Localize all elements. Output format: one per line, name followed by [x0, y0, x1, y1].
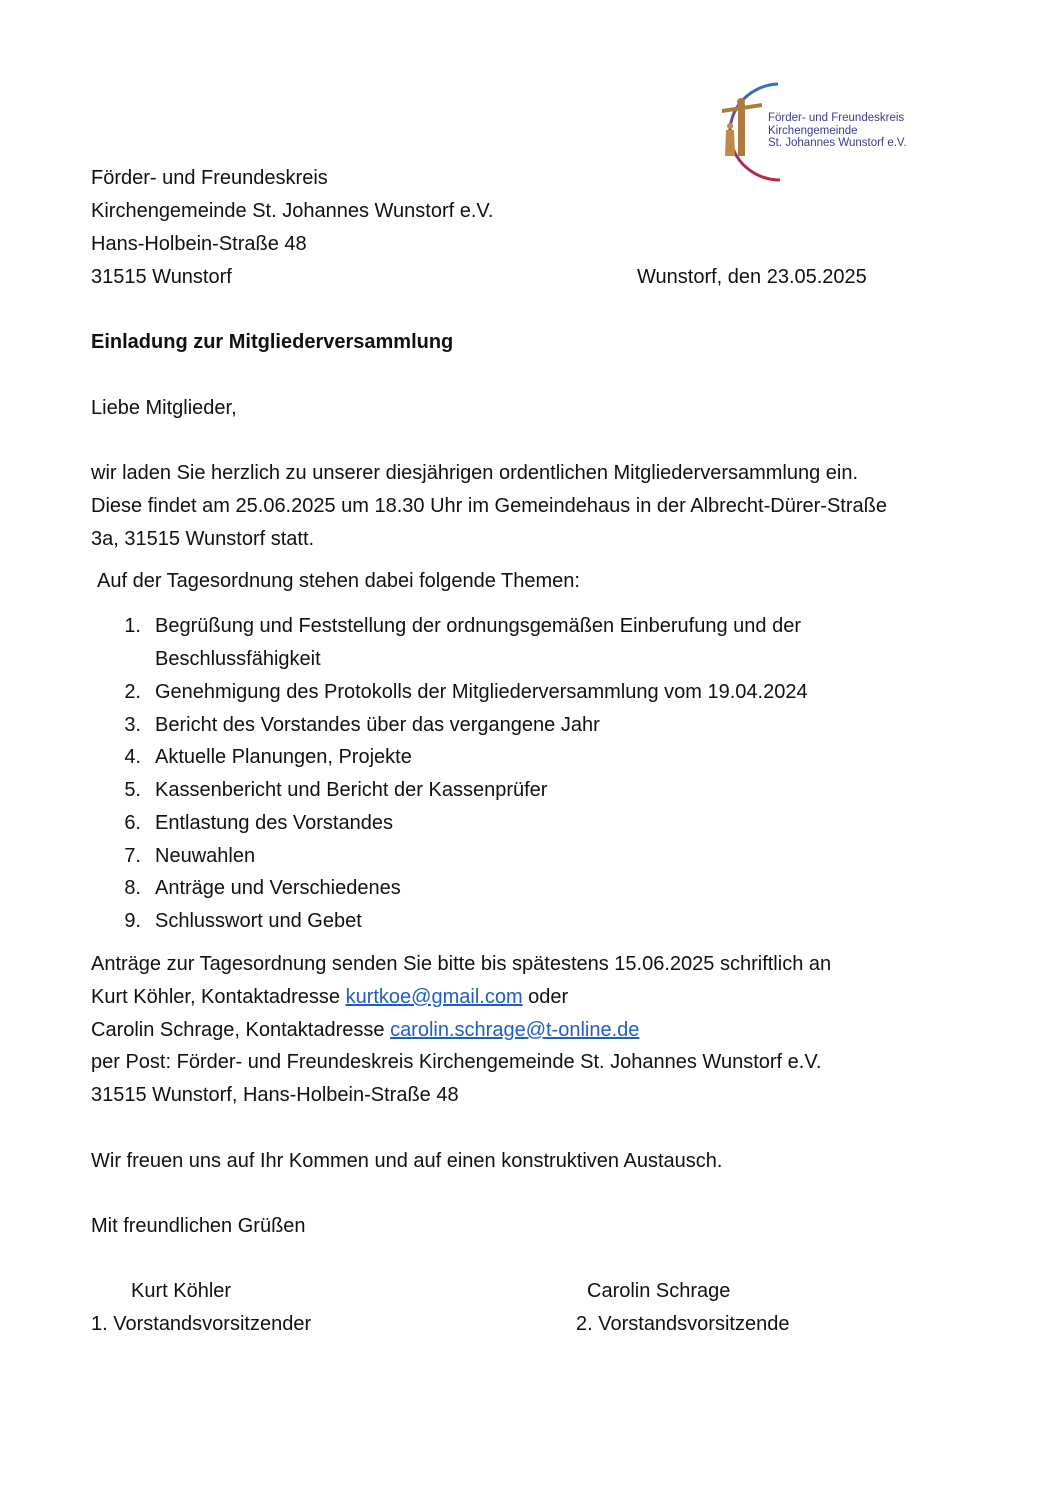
email-link-carolin[interactable]: carolin.schrage@t-online.de	[390, 1019, 640, 1041]
agenda-num: 7.	[124, 845, 141, 867]
sender-line-2: Kirchengemeinde St. Johannes Wunstorf e.V.	[91, 200, 494, 222]
association-logo	[700, 76, 920, 186]
agenda-num: 3.	[124, 714, 141, 736]
email-link-kurt[interactable]: kurtkoe@gmail.com	[345, 986, 523, 1008]
agenda-item-text: Schlusswort und Gebet	[155, 910, 362, 932]
letter-date: Wunstorf, den 23.05.2025	[637, 266, 867, 288]
agenda-item-text: Entlastung des Vorstandes	[155, 812, 393, 834]
intro-line-3: 3a, 31515 Wunstorf statt.	[91, 528, 315, 550]
agenda-item-text: Bericht des Vorstandes über das vergangene Jahr	[155, 714, 600, 736]
requests-line-1: Anträge zur Tagesordnung senden Sie bitte bis spätestens 15.06.2025 schriftlich an	[91, 953, 832, 975]
agenda-item-text: Anträge und Verschiedenes	[155, 877, 401, 899]
agenda-item-text: Begrüßung und Feststellung der ordnungsgemäßen Einberufung und der	[155, 615, 801, 637]
agenda-item-text: Aktuelle Planungen, Projekte	[155, 746, 412, 768]
logo-line-3: St. Johannes Wunstorf e.V.	[768, 137, 907, 149]
agenda-num: 5.	[124, 779, 141, 801]
requests-line-4: per Post: Förder- und Freundeskreis Kirchengemeinde St. Johannes Wunstorf e.V.	[91, 1051, 822, 1073]
agenda-num: 2.	[124, 681, 141, 703]
agenda-item-text: Beschlussfähigkeit	[155, 648, 321, 670]
letter-subject: Einladung zur Mitgliederversammlung	[91, 331, 454, 353]
logo-line-1: Förder- und Freundeskreis	[768, 112, 905, 124]
signature-right-name: Carolin Schrage	[587, 1280, 731, 1302]
agenda-item-text: Kassenbericht und Bericht der Kassenprüfer	[155, 779, 548, 801]
agenda-num: 4.	[124, 746, 141, 768]
logo-text	[768, 112, 907, 150]
requests-line-5: 31515 Wunstorf, Hans-Holbein-Straße 48	[91, 1084, 459, 1106]
agenda-intro: Auf der Tagesordnung stehen dabei folgende Themen:	[97, 570, 580, 592]
greeting: Liebe Mitglieder,	[91, 397, 237, 419]
sender-line-3: Hans-Holbein-Straße 48	[91, 233, 307, 255]
agenda-num: 1.	[124, 615, 141, 637]
signature-right-role: 2. Vorstandsvorsitzende	[576, 1313, 790, 1335]
sender-line-1: Förder- und Freundeskreis	[91, 167, 328, 189]
closing-text: Wir freuen uns auf Ihr Kommen und auf einen konstruktiven Austausch.	[91, 1150, 723, 1172]
agenda-num: 9.	[124, 910, 141, 932]
agenda-item-text: Neuwahlen	[155, 845, 256, 867]
signature-left-name: Kurt Köhler	[131, 1280, 232, 1302]
requests-line-3-prefix: Carolin Schrage, Kontaktadresse	[91, 1019, 391, 1041]
intro-line-2: Diese findet am 25.06.2025 um 18.30 Uhr im Gemeindehaus in der Albrecht-Dürer-Straße	[91, 495, 887, 517]
sender-line-4: 31515 Wunstorf	[91, 266, 232, 288]
requests-line-3	[91, 1016, 639, 1044]
requests-line-2-suffix: oder	[522, 986, 569, 1008]
agenda-item-text: Genehmigung des Protokolls der Mitgliederversammlung vom 19.04.2024	[155, 681, 808, 703]
requests-line-2	[91, 983, 568, 1011]
requests-line-2-prefix: Kurt Köhler, Kontaktadresse	[91, 986, 346, 1008]
agenda-num: 8.	[124, 877, 141, 899]
agenda-num: 6.	[124, 812, 141, 834]
logo-line-2: Kirchengemeinde	[768, 124, 858, 137]
signature-left-role: 1. Vorstandsvorsitzender	[91, 1313, 312, 1335]
intro-line-1: wir laden Sie herzlich zu unserer diesjährigen ordentlichen Mitgliederversammlung ein.	[91, 462, 859, 484]
regards: Mit freundlichen Grüßen	[91, 1215, 306, 1237]
